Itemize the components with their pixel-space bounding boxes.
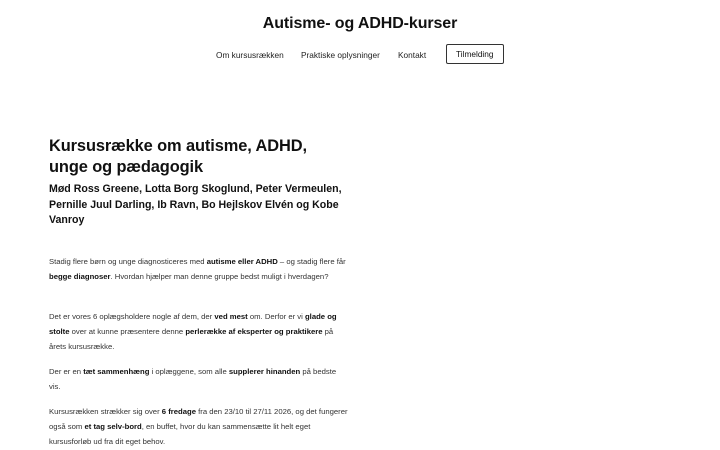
nav-link-om-kursusraekken[interactable]: Om kursusrækken: [216, 50, 284, 60]
site-header: [0, 0, 720, 80]
text-run: fra den 23/10 til 27/11 2026, og det fungerer også som: [49, 407, 348, 431]
emphasis-text: autisme eller ADHD: [206, 257, 278, 266]
text-run: over at kunne præsentere denne: [69, 327, 186, 336]
nav-link-kontakt[interactable]: Kontakt: [398, 50, 427, 60]
text-run: . Hvordan hjælper man denne gruppe bedst muligt i hverdagen?: [110, 272, 329, 281]
emphasis-text: perlerække af eksperter og praktikere: [185, 327, 323, 336]
text-run: Der er en: [49, 367, 84, 376]
nav-button-tilmelding[interactable]: Tilmelding: [446, 44, 504, 64]
text-run: Det er vores 6 oplægsholdere nogle af dem, der: [49, 312, 215, 321]
hero-section: [49, 136, 349, 229]
emphasis-text: begge diagnoser: [49, 272, 111, 281]
page-title: Kursusrække om autisme, ADHD, unge og pædagogik: [49, 137, 307, 176]
emphasis-text: glade og stolte: [49, 312, 337, 336]
site-title[interactable]: Autisme- og ADHD-kurser: [262, 15, 458, 32]
emphasis-text: supplerer hinanden: [228, 367, 301, 376]
emphasis-text: 6 fredage: [161, 407, 196, 416]
text-run: – og stadig flere får: [277, 257, 346, 266]
text-run: i oplæggene, som alle: [149, 367, 229, 376]
intro-paragraph-1: [49, 254, 349, 284]
emphasis-text: ved mest: [214, 312, 248, 321]
text-run: , en buffet, hvor du kan sammensætte lit helt eget kursusforløb ud fra dit eget behov.: [49, 422, 311, 446]
main-navigation: [0, 45, 720, 65]
intro-paragraph-2: [49, 309, 349, 354]
intro-paragraph-4: [49, 404, 349, 449]
text-run: om. Derfor er vi: [247, 312, 305, 321]
text-run: på bedste vis.: [49, 367, 337, 391]
text-run: på årets kursusrække.: [49, 327, 334, 351]
speakers-subtitle: Mød Ross Greene, Lotta Borg Skoglund, Peter Vermeulen, Pernille Juul Darling, Ib Ravn, Bo Hejlskov Elvén og Kobe Vanroy: [49, 183, 342, 226]
text-run: Kursusrækken strækker sig over: [49, 407, 162, 416]
text-run: Stadig flere børn og unge diagnosticeres med: [49, 257, 207, 266]
nav-link-praktiske-oplysninger[interactable]: Praktiske oplysninger: [301, 50, 380, 60]
emphasis-text: tæt sammenhæng: [83, 367, 150, 376]
intro-paragraph-3: [49, 364, 349, 394]
emphasis-text: et tag selv-bord: [84, 422, 142, 431]
